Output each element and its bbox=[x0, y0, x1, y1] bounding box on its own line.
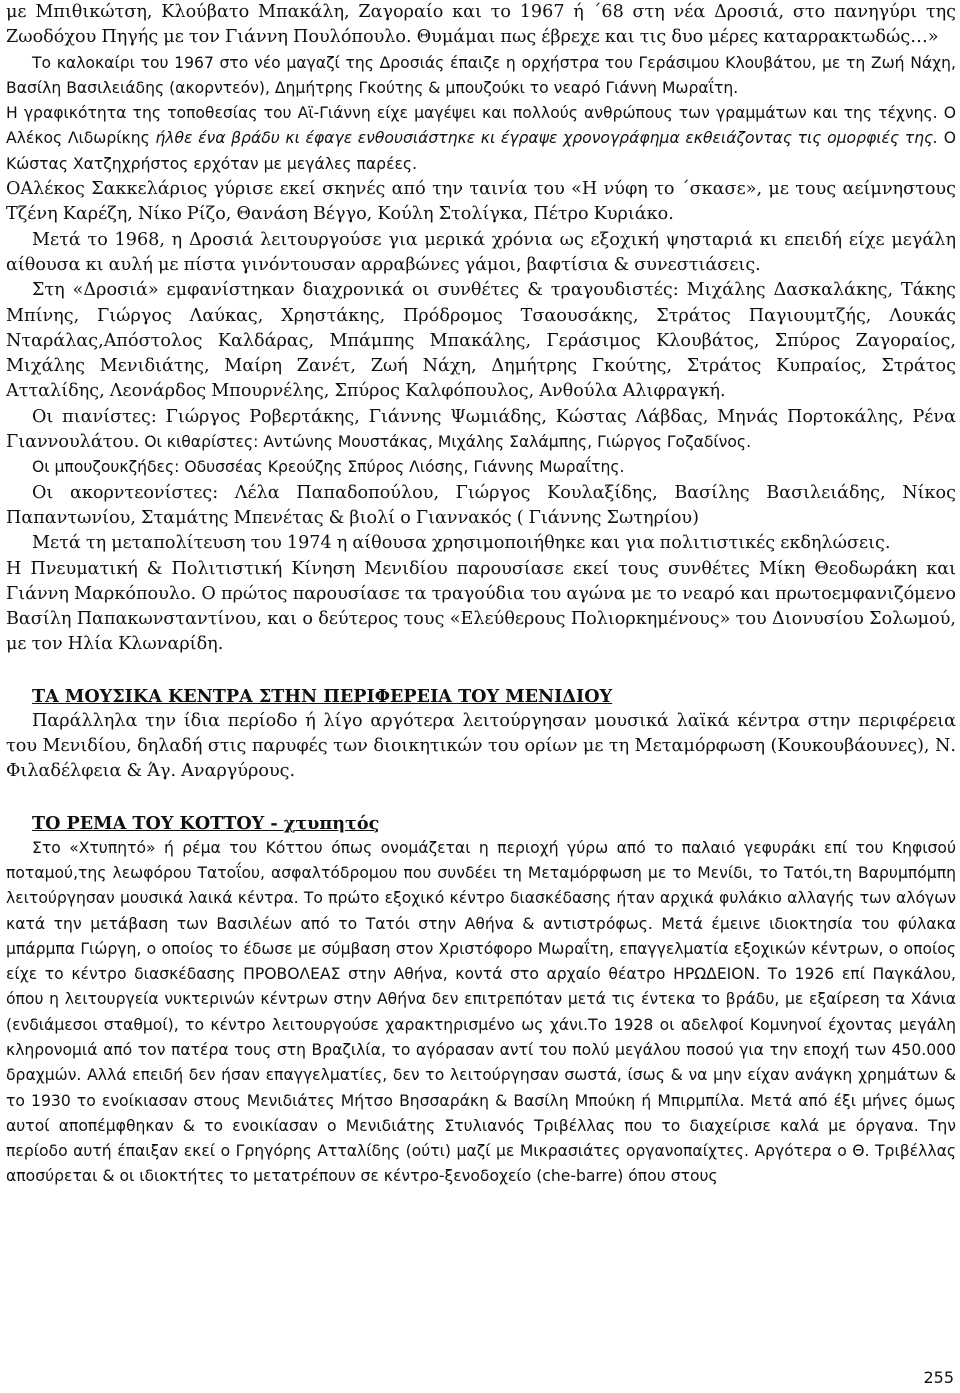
section-gap bbox=[6, 785, 956, 811]
text-span: Ο Κώστας Χατζηχρήστος ερχόταν με μεγάλες παρέες. bbox=[6, 129, 956, 173]
italic-text-span: ήλθε ένα βράδυ κι έφαγε ενθουσιάστηκε κι έγραψε χρονογράφημα εκθειάζοντας τις ομορφιές της. bbox=[155, 129, 939, 148]
paragraph-singers: Στη «Δροσιά» εμφανίστηκαν διαχρονικά οι συνθέτες & τραγουδιστές: Μιχάλης Δασκαλάκης, Τάκης Μπίνης, Γιώργος Λαύκας, Χρηστάκης, Πρόδρομος Τσαουσάκης, Στράτος Παγιουμτζής, Λουκάς Νταράλας,Απόστολος Καλδάρας, Μπάμπης Μπακάλης, Γεράσιμος Κλουβάτος, Σπύρος Ζαγοραίος, Μιχάλης Μενιδιάτης, Μαίρη Ζανέτ, Ζωή Νάχη, Δημήτρης Γκούτης, Στράτος Κυπραίος, Στράτος Ατταλίδης, Λεονάρδος Μπουρνέλης, Σπύρος Καλφόπουλος, Ανθούλα Αλιφραγκή. bbox=[6, 280, 956, 402]
paragraph-ai-giannis bbox=[6, 101, 956, 177]
paragraph-pianists bbox=[6, 405, 956, 456]
paragraph-sakellarios: ΟΑλέκος Σακκελάριος γύρισε εκεί σκηνές από την ταινία του «Η νύφη το ΄σκασε», με τους αείμνηστους Τζένη Καρέζη, Νίκο Ρίζο, Θανάση Βέγγο, Κούλη Στολίγκα, Πέτρο Κυριάκο. bbox=[6, 179, 956, 225]
section-gap bbox=[6, 658, 956, 684]
document-page bbox=[6, 0, 956, 1190]
paragraph-cultural-movement: Η Πνευματική & Πολιτιστική Κίνηση Μενιδίου παρουσίασε εκεί τους συνθέτες Μίκη Θεοδωράκη και Γιάννη Μαρκόπουλο. Ο πρώτος παρουσίασε τα τραγούδια του αγώνα με το νεαρό και πρωτοεμφανιζόμενο Βασίλη Παπακωνσταντίνου, και ο δεύτερος τους «Ελεύθερους Πολιορκημένους» του Διονυσίου Σολωμού, με τον Ηλία Κλωναρίδη. bbox=[6, 558, 956, 655]
text-span: Οι πιανίστες: Γιώργος Ροβερτάκης, Γιάννης Ψωμιάδης, Κώστας Λάβδας, Μηνάς Πορτοκάλης, Ρένα Γιαννουλάτου. bbox=[6, 406, 956, 453]
paragraph-drosia-orchestra: Το καλοκαίρι του 1967 στο νέο μαγαζί της Δροσιάς έπαιζε η ορχήστρα του Γεράσιμου Κλουβάτου, με τη Ζωή Νάχη, Βασίλη Βασιλειάδης (ακορντεόν), Δημήτρης Γκούτης & μπουζούκι το νεαρό Γιάννη Μωραΐτη. bbox=[6, 53, 956, 97]
guitarists-span: Οι κιθαρίστες: Αντώνης Μουστάκας, Μιχάλης Σαλάμπης, Γιώργος Γοζαδίνος. bbox=[139, 433, 752, 452]
paragraph-periphery: Παράλληλα την ίδια περίοδο ή λίγο αργότερα λειτούργησαν μουσικά λαϊκά κέντρα στην περιφέρεια του Μενιδίου, δηλαδή στις παρυφές των διοικητικών του ορίων με τη Μεταμόρφωση (Κουκουβάουνες), Ν. Φιλαδέλφεια & Άγ. Αναργύρους. bbox=[6, 710, 956, 782]
paragraph-continuation: με Μπιθικώτση, Κλούβατο Μπακάλη, Ζαγοραίο και το 1967 ή ΄68 στη νέα Δροσιά, στο πανηγύρι της Ζωοδόχου Πηγής με τον Γιάννη Πουλόπουλο. Θυμάμαι πως έβρεχε και τις δυο μέρες καταρρακτωδώς…» bbox=[6, 2, 956, 48]
paragraph-accordion: Οι ακορντεονίστες: Λέλα Παπαδοπούλου, Γιώργος Κουλαξίδης, Βασίλης Βασιλειάδης, Νίκος Παπαντωνίου, Σταμάτης Μπενέτας & βιολί ο Γιαννακός ( Γιάννης Σωτηρίου) bbox=[6, 482, 956, 528]
page-number: 255 bbox=[923, 1368, 954, 1387]
paragraph-kottou: Στο «Χτυπητό» ή ρέμα του Κόττου όπως ονομάζεται η περιοχή γύρω από το παλαιό γεφυράκι επί του Κηφισού ποταμού,της λεωφόρου Τατοΐου, ασφαλτόδρομου που συνδέει τη Μεταμόρφωση με το Μενίδι, το Τατόι,τη Βαρυμπόμπη λειτούργησαν μουσικά λαικά κέντρα. Το πρώτο εξοχικό κέντρο διασκέδασης ήταν αρχικά φυλάκιο αλλαγής των αλόγων κατά την μετάβαση των Βασιλέων από το Τατόι στην Αθήνα & αντιστρόφως. Μετά έμεινε ιδιοκτησία του φύλακα μπάρμπα Γιώργη, ο οποίος το έδωσε με σύμβαση στον Χριστόφορο Μωραΐτη, επαγγελματία εξοχικών κέντρων, ο οποίος είχε το κέντρο διασκέδασης ΠΡΟΒΟΛΕΑΣ στην Αθήνα, κοντά στο αρχαίο θέατρο ΗΡΩΔΕΙΟΝ. Το 1926 επί Παγκάλου, όπου η λειτουργεία νυκτερινών κέντρων στην Αθήνα δεν επιτρεπόταν μετά τις έντεκα το βράδυ, με εξαίρεση τα Χάνια (ενδιάμεσοι σταθμοί), το κέντρο λειτουργούσε χαρακτηρισμένο ως χάνι.Το 1928 οι αδελφοί Κομνηνοί έχοντας μεγάλη κληρονομιά από τον πατέρα τους στη Βραζιλία, το αγόρασαν αντί του πολύ μεγάλου ποσού για την εποχή των 450.000 δραχμών. Αλλά επειδή δεν ήσαν επαγγελματίες, δεν το λειτούργησαν σωστά, ίσως & να μην είχαν ανάγκη χρημάτων & το 1930 το ενοίκιασαν στους Μενιδιάτες Μήτσο Βησσαράκη & Βασίλη Μπούκη ή Μπιρμπίλα. Μετά από έξι μήνες όμως αυτοί αποπέμφθηκαν & το ενοικίασαν ο Μενιδιάτης Στυλιανός Τριβέλλας που το διαχείρισε καλά με όργανα. Την περίοδο αυτή έπαιξαν εκεί ο Γρηγόρης Ατταλίδης (ούτι) μαζί με Μικρασιάτες οργανοπαίχτες. Αργότερα ο Θ. Τριβέλλας απoσύρεται & οι ιδιοκτήτες το μετατρέπουν σε κέντρο-ξενοδοχείο (che-barre) όπου στους bbox=[6, 838, 956, 1186]
section-heading-kottou: ΤΟ ΡΕΜΑ ΤΟΥ ΚΟΤΤΟΥ - χτυπητός bbox=[32, 812, 380, 834]
section-heading-periphery: ΤΑ ΜΟΥΣΙΚΑ ΚΕΝΤΡΑ ΣΤΗΝ ΠΕΡΙΦΕΡΕΙΑ ΤΟΥ ΜΕΝΙΔΙΟΥ bbox=[32, 685, 613, 707]
paragraph-bouzouki: Οι μπουζουκζήδες: Οδυσσέας Κρεούζης Σπύρος Λιόσης, Γιάννης Μωραΐτης. bbox=[32, 458, 625, 477]
paragraph-after-1968: Μετά το 1968, η Δροσιά λειτουργούσε για μερικά χρόνια ως εξοχική ψησταριά κι επειδή είχε μεγάλη αίθουσα κι αυλή με πίστα γινόντουσαν αρραβώνες γάμοι, βαφτίσια & συνεστιάσεις. bbox=[6, 229, 956, 275]
paragraph-metapolitefsi: Μετά τη μεταπολίτευση του 1974 η αίθουσα χρησιμοποιήθηκε και για πολιτιστικές εκδηλώσεις. bbox=[32, 533, 891, 554]
text-span: Η γραφικότητα της τοποθεσίας του Αϊ-Γιάννη είχε μαγέψει και πολλούς ανθρώπους των γραμμάτων και της τέχνης. Ο Αλέκος Λιδωρίκης bbox=[6, 104, 956, 148]
